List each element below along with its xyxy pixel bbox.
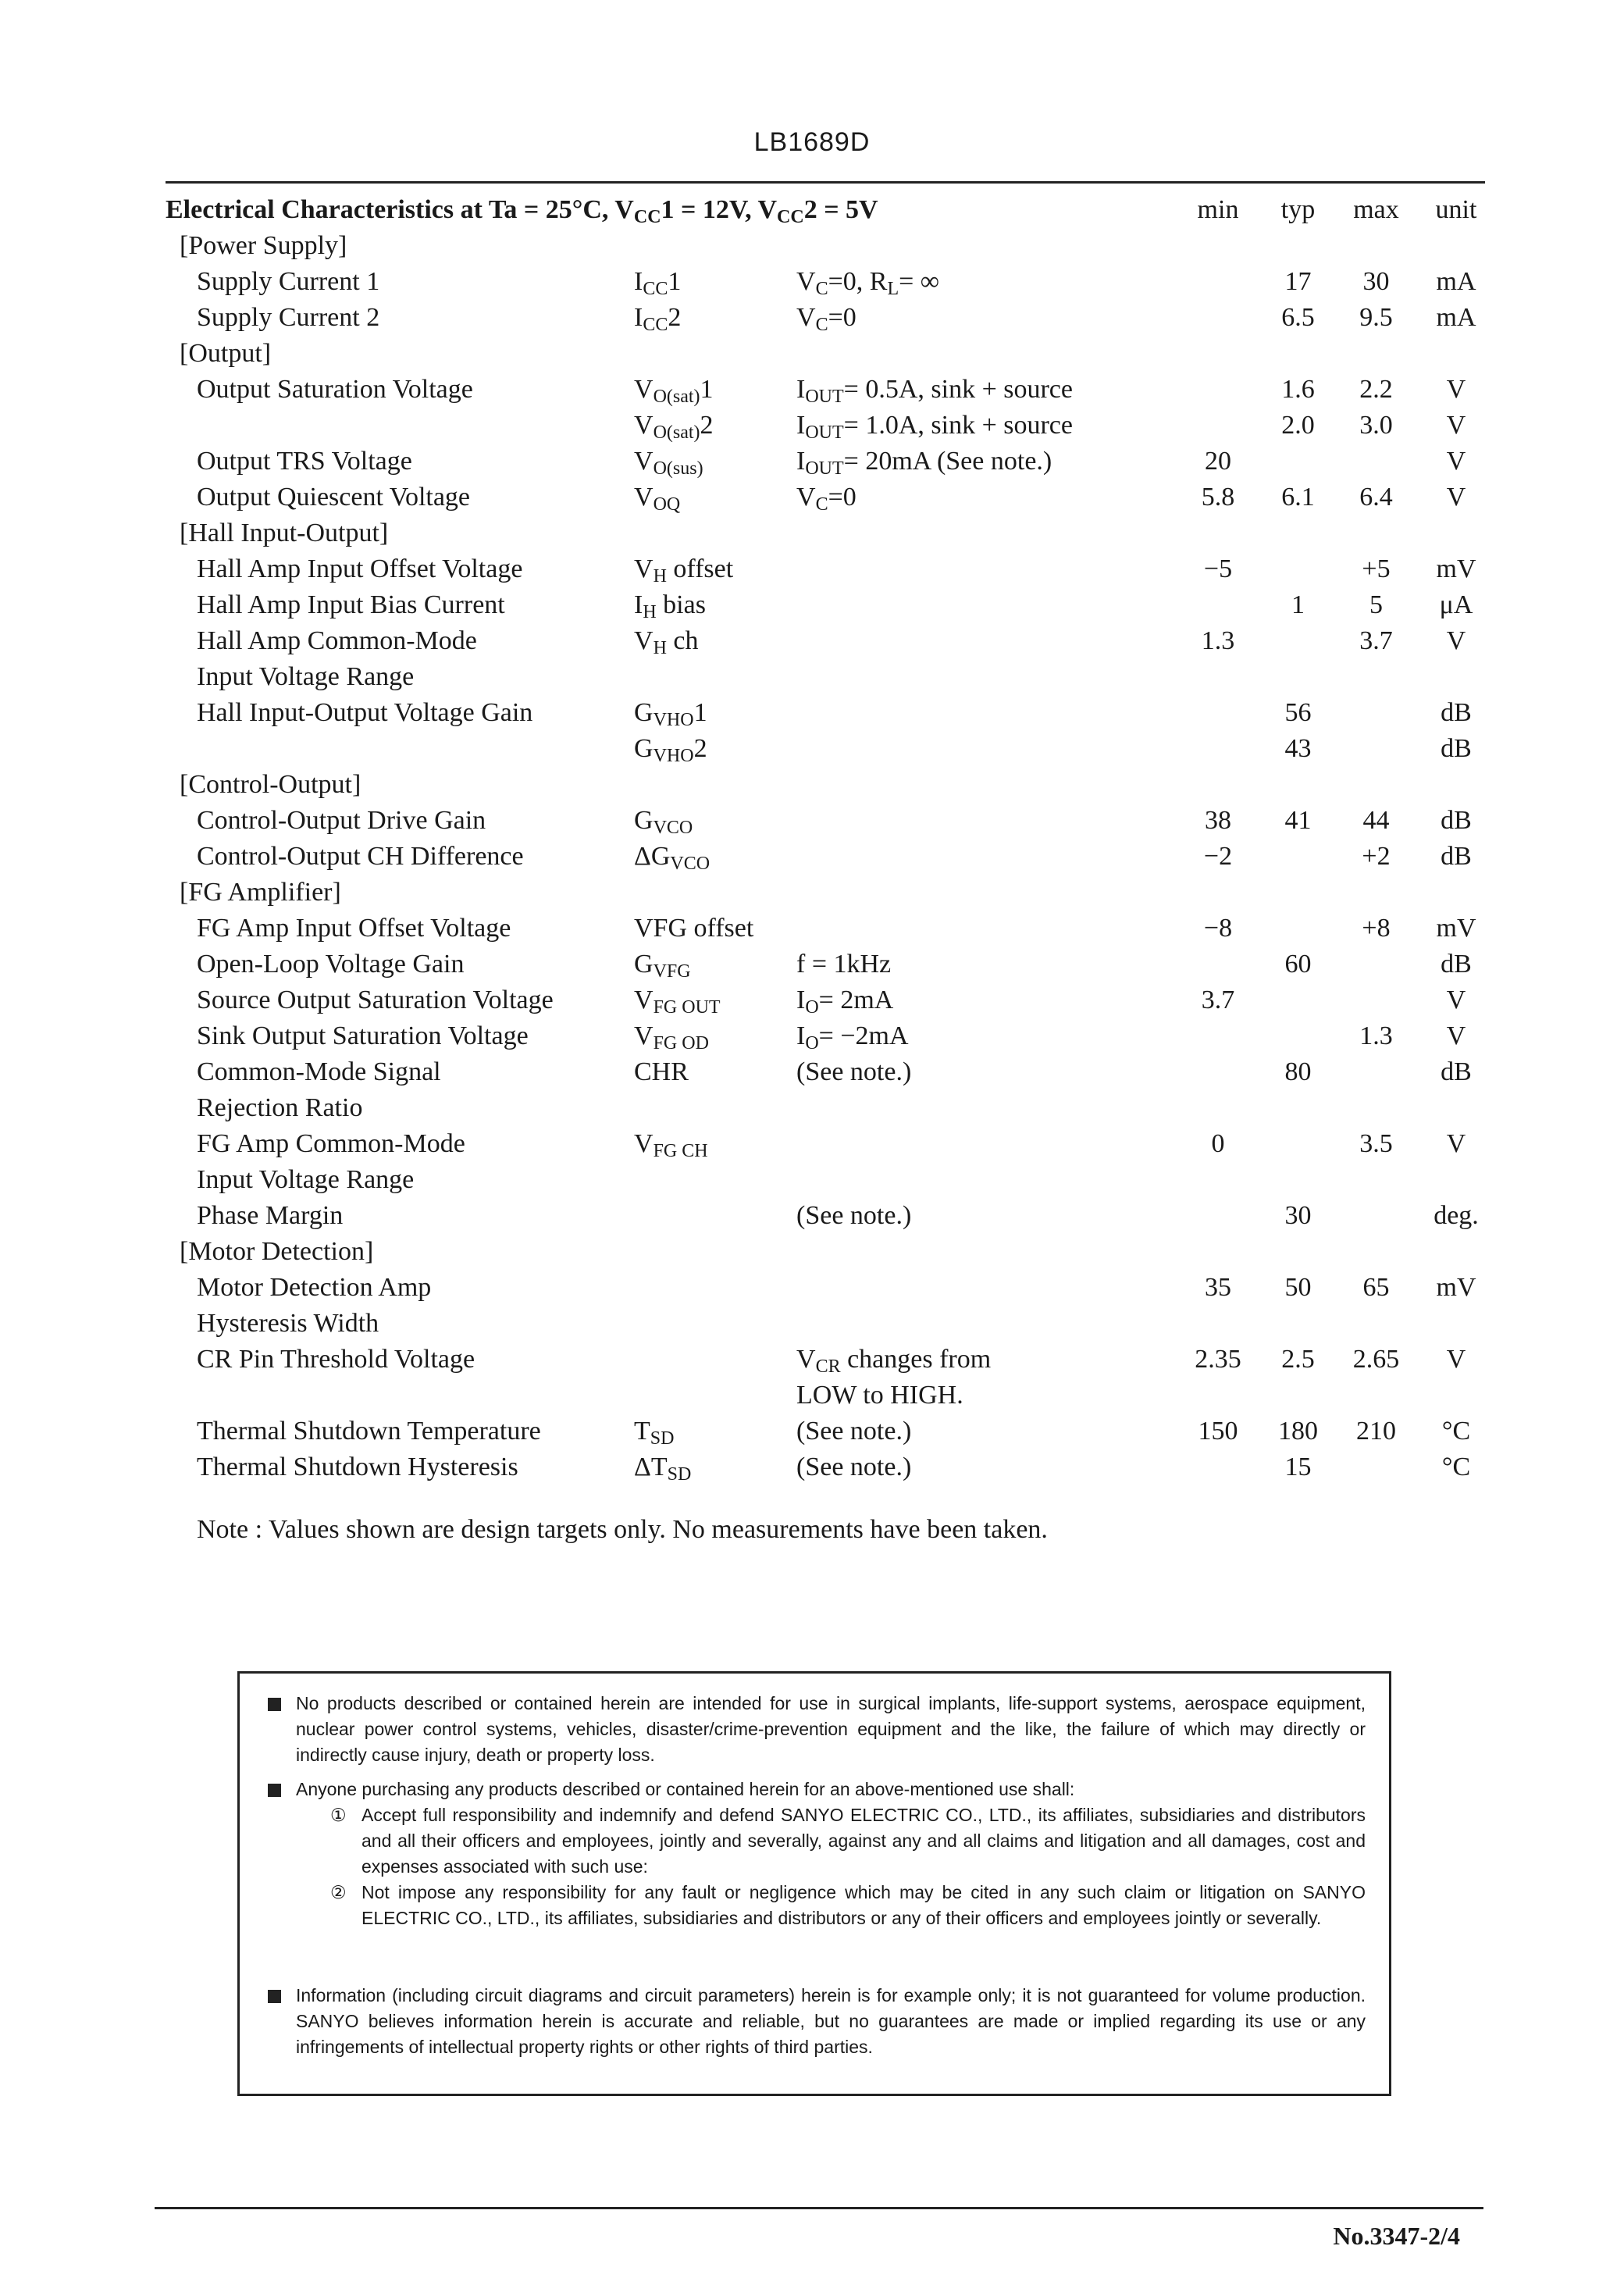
symbol-dgvco: $\Delta G_{VCO}$: [634, 842, 710, 874]
condition-tsd: (See note.): [796, 1417, 912, 1446]
symbol-vfgoff: VFG offset: [634, 914, 754, 943]
section-motor-detection: [Motor Detection]: [180, 1237, 374, 1266]
min-gvco: 38: [1205, 806, 1231, 835]
param-control-ch-difference: Control-Output CH Difference: [197, 842, 524, 871]
min-tsd: 150: [1198, 1417, 1238, 1446]
symbol-vhoff: $V_H$ offset: [634, 554, 734, 586]
disclaimer-paragraph-3: [268, 1983, 1366, 2060]
symbol-ihbias: $I_H$ bias: [634, 590, 706, 622]
unit-icc1: mA: [1436, 267, 1476, 296]
symbol-icc2: $I_{CC}2$: [634, 303, 682, 335]
symbol-voq: $V_{OQ}$: [634, 483, 681, 515]
unit-dgvco: dB: [1441, 842, 1472, 871]
unit-vosat1: V: [1446, 375, 1466, 404]
min-vfgout: 3.7: [1201, 986, 1235, 1014]
typ-gvfg: 60: [1284, 950, 1312, 979]
section-output: [Output]: [180, 339, 272, 368]
typ-gvco: 41: [1284, 806, 1312, 835]
typ-ihbias: 1: [1291, 590, 1305, 619]
square-bullet-icon: [268, 1698, 281, 1711]
unit-vfgch: V: [1446, 1129, 1466, 1158]
unit-vhoff: mV: [1436, 554, 1476, 583]
max-tsd: 210: [1356, 1417, 1396, 1446]
unit-gvho1: dB: [1441, 698, 1472, 727]
unit-mdamp: mV: [1436, 1273, 1476, 1302]
col-max-header: max: [1353, 195, 1399, 224]
condition-gvfg: f = 1kHz: [796, 950, 892, 979]
unit-vfgod: V: [1446, 1021, 1466, 1050]
unit-tsd: °C: [1441, 1417, 1471, 1446]
condition-crth-2: LOW to HIGH.: [796, 1381, 963, 1410]
max-gvco: 44: [1362, 806, 1390, 835]
circled-two-icon: ②: [330, 1882, 347, 1902]
max-vfgoff: +8: [1362, 914, 1391, 943]
disclaimer-subitem-1: [296, 1802, 1366, 1880]
param-open-loop-gain: Open-Loop Voltage Gain: [197, 950, 465, 979]
param-output-quiescent-voltage: Output Quiescent Voltage: [197, 483, 471, 512]
symbol-vosat1: $V_{O(sat)}1$: [634, 375, 714, 407]
max-mdamp: 65: [1362, 1273, 1390, 1302]
max-voq: 6.4: [1359, 483, 1393, 512]
max-vosat1: 2.2: [1359, 375, 1393, 404]
unit-vfgoff: mV: [1436, 914, 1476, 943]
unit-crth: V: [1446, 1345, 1466, 1374]
table-title: Electrical Characteristics at Ta = 25°C, $V_{CC}1 = 12V$, $V_{CC}2 = 5V$: [166, 195, 878, 227]
typ-icc1: 17: [1284, 267, 1312, 296]
section-hall-input-output: [Hall Input-Output]: [180, 519, 389, 547]
square-bullet-icon: [268, 1784, 281, 1797]
max-crth: 2.65: [1352, 1345, 1400, 1374]
param-sink-saturation: Sink Output Saturation Voltage: [197, 1021, 529, 1050]
max-vhoff: +5: [1362, 554, 1391, 583]
min-vfgch: 0: [1211, 1129, 1225, 1158]
unit-dtsd: °C: [1441, 1453, 1471, 1481]
disclaimer-text-1: No products described or contained herein are intended for use in surgical implants, life-support systems, aerospace equipment, nuclear power control systems, vehicles, disaster/crime-prevention equipment and the like, the failure of which may directly or indirectly cause injury, death or property loss.: [296, 1693, 1366, 1765]
disclaimer-paragraph-2: [268, 1777, 1366, 1931]
symbol-vfgch: $V_{FG CH}$: [634, 1129, 708, 1161]
unit-ihbias: μA: [1439, 590, 1473, 619]
disclaimer-subtext-1: Accept full responsibility and indemnify and defend SANYO ELECTRIC CO., LTD., its affiliates, subsidiaries and distributors and all their officers and employees, jointly and severally, against any and all claims and litigation and all damages, cost and expenses associated with such use:: [361, 1805, 1366, 1877]
condition-phase: (See note.): [796, 1201, 912, 1230]
condition-vosat1: $I_{OUT}= 0.5A$, sink + source: [796, 375, 1073, 407]
unit-vosus: V: [1446, 447, 1466, 476]
min-mdamp: 35: [1205, 1273, 1231, 1302]
typ-vosat2: 2.0: [1281, 411, 1315, 440]
section-power-supply: [Power Supply]: [180, 231, 347, 260]
page-number: No.3347-2/4: [1333, 2222, 1460, 2250]
unit-vfgout: V: [1446, 986, 1466, 1014]
symbol-chr: CHR: [634, 1057, 689, 1086]
symbol-gvfg: $G_{VFG}$: [634, 950, 691, 982]
param-phase-margin: Phase Margin: [197, 1201, 344, 1230]
min-vhch: 1.3: [1201, 626, 1235, 655]
unit-vhch: V: [1446, 626, 1466, 655]
unit-phase: deg.: [1433, 1201, 1479, 1230]
min-vfgoff: −8: [1203, 914, 1233, 943]
typ-crth: 2.5: [1281, 1345, 1315, 1374]
param-motor-detection: Motor Detection Amp: [197, 1273, 432, 1302]
footer-rule: [155, 2207, 1483, 2209]
param-hall-gain: Hall Input-Output Voltage Gain: [197, 698, 533, 727]
design-target-note: Note : Values shown are design targets only. No measurements have been taken.: [197, 1515, 1048, 1544]
symbol-vfgod: $V_{FG OD}$: [634, 1021, 709, 1053]
symbol-vosat2: $V_{O(sat)}2$: [634, 411, 714, 443]
unit-gvfg: dB: [1441, 950, 1472, 979]
min-dgvco: −2: [1203, 842, 1233, 871]
typ-tsd: 180: [1278, 1417, 1318, 1446]
circled-one-icon: ①: [330, 1805, 347, 1825]
param-fg-offset: FG Amp Input Offset Voltage: [197, 914, 511, 943]
col-min-header: min: [1197, 195, 1239, 224]
typ-gvho1: 56: [1284, 698, 1312, 727]
typ-phase: 30: [1284, 1201, 1312, 1230]
typ-dtsd: 15: [1284, 1453, 1312, 1481]
max-vfgod: 1.3: [1359, 1021, 1393, 1050]
disclaimer-box: [237, 1671, 1391, 2096]
col-unit-header: unit: [1435, 195, 1477, 224]
param-hall-bias: Hall Amp Input Bias Current: [197, 590, 505, 619]
param-supply-current-1: Supply Current 1: [197, 267, 380, 296]
max-icc2: 9.5: [1359, 303, 1393, 332]
condition-crth: $V_{CR}$ changes from: [796, 1345, 992, 1377]
param-cmrr: Common-Mode Signal: [197, 1057, 441, 1086]
param-output-saturation-voltage: Output Saturation Voltage: [197, 375, 473, 404]
disclaimer-paragraph-1: [268, 1691, 1366, 1768]
typ-icc2: 6.5: [1281, 303, 1315, 332]
unit-voq: V: [1446, 483, 1466, 512]
param-fg-common-mode: FG Amp Common-Mode: [197, 1129, 465, 1158]
param-control-drive-gain: Control-Output Drive Gain: [197, 806, 486, 835]
unit-gvho2: dB: [1441, 734, 1472, 763]
condition-icc1: $V_C=0$, $R_L=$ ∞: [796, 267, 940, 299]
condition-dtsd: (See note.): [796, 1453, 912, 1481]
max-vfgch: 3.5: [1359, 1129, 1393, 1158]
symbol-vosus: $V_{O(sus)}$: [634, 447, 703, 479]
param-output-trs-voltage: Output TRS Voltage: [197, 447, 412, 476]
disclaimer-subitem-2: [296, 1880, 1366, 1931]
param-fg-common-mode-2: Input Voltage Range: [197, 1165, 415, 1194]
typ-voq: 6.1: [1281, 483, 1315, 512]
max-dgvco: +2: [1362, 842, 1391, 871]
param-thermal-shutdown-temp: Thermal Shutdown Temperature: [197, 1417, 541, 1446]
unit-icc2: mA: [1436, 303, 1476, 332]
condition-chr: (See note.): [796, 1057, 912, 1086]
min-crth: 2.35: [1195, 1345, 1241, 1374]
disclaimer-text-2: Anyone purchasing any products described or contained herein for an above-mentioned use shall:: [296, 1779, 1075, 1799]
param-hall-common-mode: Hall Amp Common-Mode: [197, 626, 477, 655]
condition-vfgout: $I_O= 2mA$: [796, 986, 894, 1018]
param-supply-current-2: Supply Current 2: [197, 303, 380, 332]
unit-vosat2: V: [1446, 411, 1466, 440]
unit-chr: dB: [1441, 1057, 1472, 1086]
param-thermal-shutdown-hysteresis: Thermal Shutdown Hysteresis: [197, 1453, 518, 1481]
condition-vosus: $I_{OUT}= 20mA$ (See note.): [796, 447, 1052, 479]
part-number-header: LB1689D: [753, 127, 871, 157]
param-motor-detection-2: Hysteresis Width: [197, 1309, 379, 1338]
disclaimer-text-3: Information (including circuit diagrams and circuit parameters) herein is for example only; it is not guaranteed for volume production. SANYO believes information herein is accurate and reliable, but no guarantees are made or implied regarding its use or any infringements of intellectual property rights or other rights of third parties.: [296, 1985, 1366, 2057]
typ-gvho2: 43: [1284, 734, 1312, 763]
param-cr-threshold: CR Pin Threshold Voltage: [197, 1345, 475, 1374]
condition-voq: $V_C=0$: [796, 483, 857, 515]
symbol-gvho1: $G_{VHO}1$: [634, 698, 707, 730]
disclaimer-subtext-2: Not impose any responsibility for any fault or negligence which may be cited in any such claim or litigation on SANYO ELECTRIC CO., LTD., its affiliates, subsidiaries and distributors or any of their officers and employees jointly or severally.: [361, 1882, 1366, 1928]
symbol-tsd: $T_{SD}$: [634, 1417, 675, 1449]
symbol-gvco: $G_{VCO}$: [634, 806, 693, 838]
section-fg-amplifier: [FG Amplifier]: [180, 878, 341, 907]
typ-chr: 80: [1284, 1057, 1312, 1086]
param-cmrr-2: Rejection Ratio: [197, 1093, 363, 1122]
square-bullet-icon: [268, 1990, 281, 2003]
condition-vosat2: $I_{OUT}= 1.0A$, sink + source: [796, 411, 1073, 443]
typ-vosat1: 1.6: [1281, 375, 1315, 404]
condition-vfgod: $I_O= -2mA$: [796, 1021, 909, 1053]
min-vhoff: −5: [1203, 554, 1233, 583]
col-typ-header: typ: [1280, 195, 1316, 224]
condition-icc2: $V_C=0$: [796, 303, 857, 335]
param-hall-offset: Hall Amp Input Offset Voltage: [197, 554, 523, 583]
param-hall-common-mode-2: Input Voltage Range: [197, 662, 415, 691]
symbol-dtsd: $\Delta T_{SD}$: [634, 1453, 692, 1485]
max-vosat2: 3.0: [1359, 411, 1393, 440]
header-rule: [166, 181, 1485, 184]
min-voq: 5.8: [1201, 483, 1235, 512]
symbol-vfgout: $V_{FG OUT}$: [634, 986, 721, 1018]
param-source-saturation: Source Output Saturation Voltage: [197, 986, 554, 1014]
max-ihbias: 5: [1369, 590, 1383, 619]
unit-gvco: dB: [1441, 806, 1472, 835]
symbol-vhch: $V_H$ ch: [634, 626, 699, 658]
min-vosus: 20: [1205, 447, 1231, 476]
symbol-gvho2: $G_{VHO}2$: [634, 734, 707, 766]
max-icc1: 30: [1362, 267, 1390, 296]
max-vhch: 3.7: [1359, 626, 1393, 655]
section-control-output: [Control-Output]: [180, 770, 361, 799]
symbol-icc1: $I_{CC}1$: [634, 267, 682, 299]
typ-mdamp: 50: [1284, 1273, 1312, 1302]
